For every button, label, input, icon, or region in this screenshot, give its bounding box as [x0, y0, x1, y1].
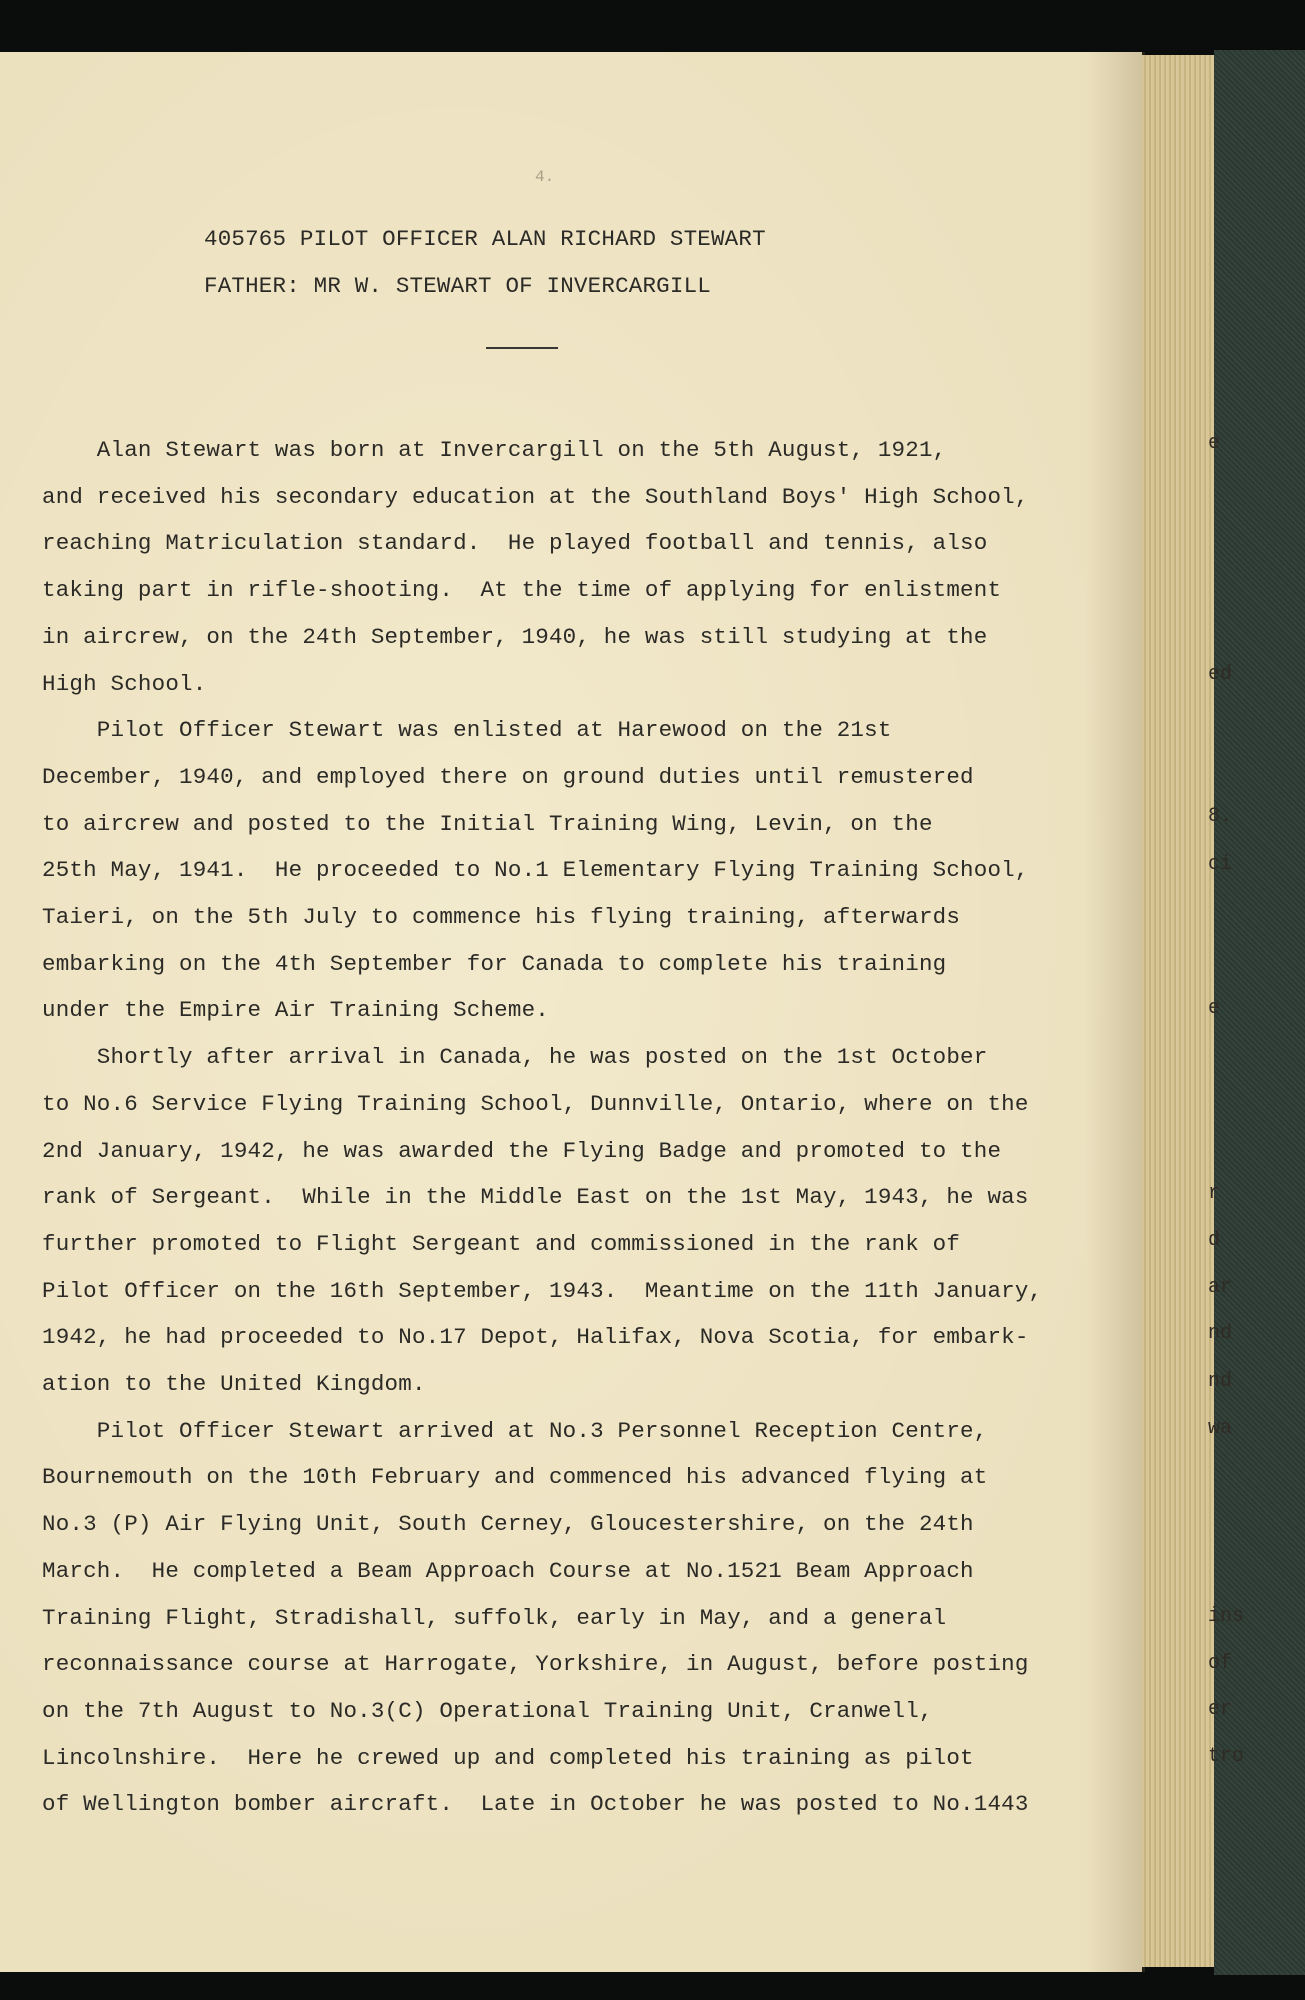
edge-fragment: ar [1208, 1276, 1233, 1299]
edge-fragment: d [1208, 1229, 1221, 1252]
edge-fragment: tro [1208, 1745, 1245, 1768]
header-divider [486, 347, 558, 349]
body-line: taking part in rifle-shooting. At the time of applying for enlistment [42, 577, 1002, 604]
body-line: under the Empire Air Training Scheme. [42, 997, 549, 1024]
edge-fragment: nd [1208, 1322, 1233, 1345]
edge-fragment: ins [1208, 1605, 1245, 1628]
body-line: Bournemouth on the 10th February and commenced his advanced flying at [42, 1464, 988, 1491]
body-line: March. He completed a Beam Approach Course at No.1521 Beam Approach [42, 1557, 974, 1584]
page-gutter-shadow [1085, 52, 1145, 1972]
header-father-line: FATHER: MR W. STEWART OF INVERCARGILL [204, 273, 711, 299]
body-line: ation to the United Kingdom. [42, 1371, 426, 1397]
body-line: 25th May, 1941. He proceeded to No.1 Elementary Flying Training School, [42, 857, 1029, 884]
edge-fragment: er [1208, 1698, 1233, 1721]
edge-fragment: e [1208, 432, 1221, 455]
body-line: December, 1940, and employed there on ground duties until remustered [42, 763, 974, 790]
edge-fragment: ci [1208, 853, 1233, 876]
body-line: rank of Sergeant. While in the Middle East on the 1st May, 1943, he was [42, 1184, 1029, 1211]
page-number: 4. [535, 168, 555, 186]
body-line: No.3 (P) Air Flying Unit, South Cerney, Gloucestershire, on the 24th [42, 1511, 974, 1538]
body-line: to No.6 Service Flying Training School, Dunnville, Ontario, where on the [42, 1090, 1029, 1117]
edge-fragment: r [1208, 1182, 1221, 1205]
body-line: Shortly after arrival in Canada, he was posted on the 1st October [42, 1044, 988, 1071]
body-line: High School. [42, 670, 207, 697]
body-line: in aircrew, on the 24th September, 1940, he was still studying at the [42, 623, 988, 650]
body-line: Alan Stewart was born at Invercargill on the 5th August, 1921, [42, 437, 947, 463]
body-line: on the 7th August to No.3(C) Operational Training Unit, Cranwell, [42, 1697, 933, 1724]
body-line: and received his secondary education at the Southland Boys' High School, [42, 483, 1029, 510]
body-line: of Wellington bomber aircraft. Late in October he was posted to No.1443 [42, 1791, 1029, 1818]
body-line: 2nd January, 1942, he was awarded the Flying Badge and promoted to the [42, 1137, 1002, 1164]
edge-fragment: 8. [1208, 805, 1233, 828]
body-line: 1942, he had proceeded to No.17 Depot, Halifax, Nova Scotia, for embark- [42, 1324, 1029, 1351]
body-line: Pilot Officer on the 16th September, 1943. Meantime on the 11th January, [42, 1277, 1043, 1304]
book-page-edges [1142, 55, 1214, 1967]
body-line: further promoted to Flight Sergeant and commissioned in the rank of [42, 1230, 961, 1257]
edge-fragment: wa [1208, 1417, 1233, 1440]
edge-fragment: nd [1208, 1370, 1233, 1393]
body-line: reaching Matriculation standard. He played football and tennis, also [42, 530, 988, 557]
edge-fragment: of [1208, 1652, 1233, 1675]
book-cover [1214, 50, 1305, 1975]
body-line: embarking on the 4th September for Canada to complete his training [42, 950, 947, 977]
body-line: reconnaissance course at Harrogate, Yorkshire, in August, before posting [42, 1651, 1029, 1678]
body-line: Training Flight, Stradishall, suffolk, early in May, and a general [42, 1604, 947, 1631]
body-line: Pilot Officer Stewart arrived at No.3 Personnel Reception Centre, [42, 1417, 988, 1444]
edge-fragment: e [1208, 997, 1221, 1020]
body-line: Taieri, on the 5th July to commence his flying training, afterwards [42, 904, 961, 930]
header-service-line: 405765 PILOT OFFICER ALAN RICHARD STEWART [204, 226, 766, 252]
body-line: Pilot Officer Stewart was enlisted at Harewood on the 21st [42, 717, 892, 744]
body-line: Lincolnshire. Here he crewed up and completed his training as pilot [42, 1744, 974, 1771]
edge-fragment: ed [1208, 663, 1233, 686]
body-line: to aircrew and posted to the Initial Training Wing, Levin, on the [42, 810, 933, 837]
